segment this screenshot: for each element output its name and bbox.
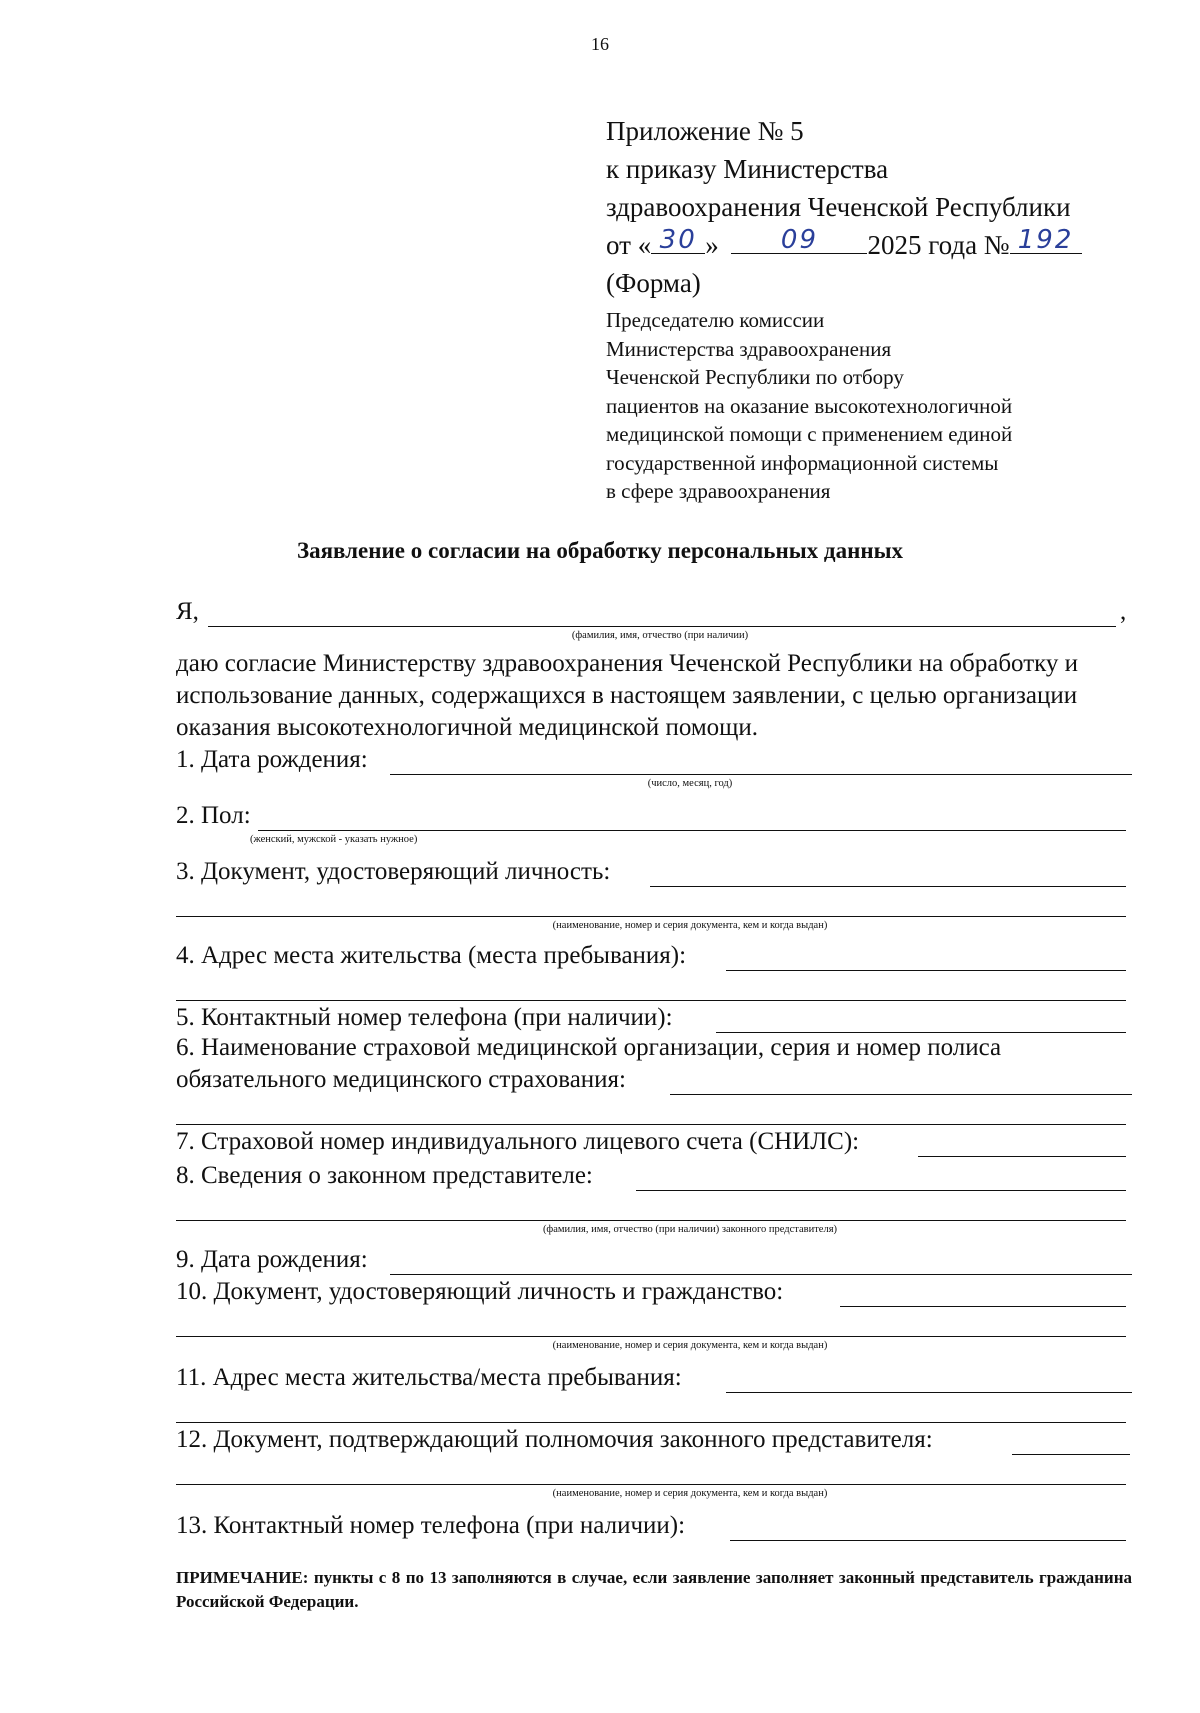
addressee-line: Председателю комиссии bbox=[606, 308, 825, 332]
insurance-policy-field-cont[interactable] bbox=[176, 1124, 1126, 1125]
appendix-header bbox=[606, 112, 1176, 302]
birth-date-field[interactable] bbox=[390, 774, 1132, 775]
applicant-prefix: Я, bbox=[176, 598, 199, 625]
applicant-name-field[interactable] bbox=[208, 626, 1116, 627]
field-3-caption: (наименование, номер и серия документа, кем и когда выдан) bbox=[552, 920, 828, 931]
day-blank bbox=[651, 227, 705, 254]
addressee-line: медицинской помощи с применением единой bbox=[606, 422, 1013, 446]
appendix-line-3: здравоохранения Чеченской Республики bbox=[606, 192, 1071, 222]
field-8-label: 8. Сведения о законном представителе: bbox=[176, 1162, 593, 1189]
representative-phone-field[interactable] bbox=[730, 1540, 1126, 1541]
field-9-label: 9. Дата рождения: bbox=[176, 1246, 368, 1273]
order-number-blank bbox=[1010, 227, 1082, 254]
residence-address-field[interactable] bbox=[726, 970, 1126, 971]
field-4-label: 4. Адрес места жительства (места пребывания): bbox=[176, 942, 687, 969]
field-10-caption: (наименование, номер и серия документа, кем и когда выдан) bbox=[552, 1340, 828, 1351]
month-blank bbox=[731, 227, 867, 254]
representative-document-field[interactable] bbox=[840, 1306, 1126, 1307]
field-6-label-a: 6. Наименование страховой медицинской организации, серия и номер полиса bbox=[176, 1034, 1002, 1061]
residence-address-field-cont[interactable] bbox=[176, 1000, 1126, 1001]
field-3-label: 3. Документ, удостоверяющий личность: bbox=[176, 858, 611, 885]
authority-document-field[interactable] bbox=[1012, 1454, 1130, 1455]
addressee-line: пациентов на оказание высокотехнологичной bbox=[606, 393, 1013, 418]
field-8-caption: (фамилия, имя, отчество (при наличии) законного представителя) bbox=[542, 1224, 838, 1235]
field-12-caption: (наименование, номер и серия документа, кем и когда выдан) bbox=[552, 1488, 828, 1499]
phone-field[interactable] bbox=[716, 1032, 1126, 1033]
field-13-label: 13. Контактный номер телефона (при наличии): bbox=[176, 1512, 686, 1539]
addressee-block bbox=[606, 306, 1166, 506]
note: ПРИМЕЧАНИЕ: пункты с 8 по 13 заполняются в случае, если заявление заполняет законный представитель гражданина Российской Федерации. bbox=[176, 1568, 1132, 1611]
consent-text: даю согласие Министерству здравоохранения Чеченской Республики на обработку и использование данных, содержащихся в настоящем заявлении, с целью организации оказания высокотехнологичной медицинской помощи. bbox=[176, 650, 1079, 741]
representative-birth-date-field[interactable] bbox=[390, 1274, 1132, 1275]
identity-document-field[interactable] bbox=[650, 886, 1126, 887]
field-5-label: 5. Контактный номер телефона (при наличии): bbox=[176, 1004, 673, 1031]
field-1-caption: (число, месяц, год) bbox=[647, 778, 733, 789]
addressee-line: Чеченской Республики по отбору bbox=[606, 365, 904, 389]
field-1-label: 1. Дата рождения: bbox=[176, 746, 368, 773]
field-7-label: 7. Страховой номер индивидуального лицевого счета (СНИЛС): bbox=[176, 1128, 860, 1155]
representative-document-field-cont[interactable] bbox=[176, 1336, 1126, 1337]
representative-address-field[interactable] bbox=[726, 1392, 1132, 1393]
field-2-caption: (женский, мужской - указать нужное) bbox=[250, 834, 418, 845]
gender-field[interactable] bbox=[258, 830, 1126, 831]
date-mid: » bbox=[705, 230, 719, 260]
representative-field[interactable] bbox=[636, 1190, 1126, 1191]
applicant-caption: (фамилия, имя, отчество (при наличии) bbox=[571, 630, 749, 641]
form-label: (Форма) bbox=[606, 268, 701, 298]
insurance-policy-field[interactable] bbox=[670, 1094, 1132, 1095]
field-6-label-b: обязательного медицинского страхования: bbox=[176, 1066, 626, 1093]
field-12-label: 12. Документ, подтверждающий полномочия законного представителя: bbox=[176, 1426, 933, 1453]
field-11-label: 11. Адрес места жительства/места пребывания: bbox=[176, 1364, 682, 1391]
snils-field[interactable] bbox=[918, 1156, 1126, 1157]
representative-address-field-cont[interactable] bbox=[176, 1422, 1126, 1423]
addressee-line: в сфере здравоохранения bbox=[606, 479, 831, 503]
applicant-comma: , bbox=[1120, 598, 1127, 625]
appendix-date-row bbox=[606, 226, 1176, 264]
field-10-label: 10. Документ, удостоверяющий личность и гражданство: bbox=[176, 1278, 784, 1305]
appendix-line-1: Приложение № 5 bbox=[606, 116, 804, 146]
addressee-line: Министерства здравоохранения bbox=[606, 336, 892, 361]
identity-document-field-cont[interactable] bbox=[176, 916, 1126, 917]
authority-document-field-cont[interactable] bbox=[176, 1484, 1126, 1485]
representative-field-cont[interactable] bbox=[176, 1220, 1126, 1221]
date-prefix: от « bbox=[606, 230, 652, 260]
handwritten-month: 09 bbox=[780, 225, 818, 255]
year-text: 2025 года № bbox=[867, 230, 1010, 260]
addressee-line: государственной информационной системы bbox=[606, 450, 999, 475]
page-number: 16 bbox=[591, 34, 609, 54]
handwritten-order-number: 192 bbox=[1017, 225, 1074, 255]
field-2-label: 2. Пол: bbox=[176, 802, 251, 829]
document-title: Заявление о согласии на обработку персональных данных bbox=[296, 538, 904, 563]
appendix-line-2: к приказу Министерства bbox=[606, 154, 889, 184]
handwritten-day: 30 bbox=[659, 225, 697, 255]
